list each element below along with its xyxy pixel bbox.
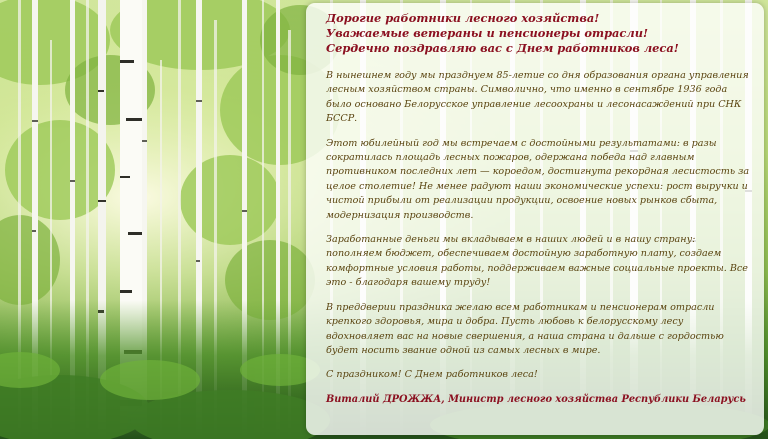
greeting-card	[306, 3, 764, 435]
signature: Виталий ДРОЖЖА, Министр лесного хозяйства Республики Беларусь	[326, 393, 746, 405]
paragraph-wishes: В преддверии праздника желаю всем работникам и пенсионерам отрасли крепкого здоровья, мира и добра. Пусть любовь к белорусскому лесу вдохновляет вас на новые свершения, а наша страна и дальше с гордостью будет носить звание одной из самых лесных в мире.	[326, 301, 724, 356]
greeting-line-veterans: Уважаемые ветераны и пенсионеры отрасли!	[326, 26, 648, 40]
greeting-heading	[326, 11, 750, 56]
paragraph-results: Этот юбилейный год мы встречаем с достойными результатами: в разы сократилась площадь лесных пожаров, одержана победа над главным противником последних лет — короедом, достигнута рекордная лесистость за целое столетие! Не менее радуют наши экономические успехи: рост выручки и чистой прибыли от реализации продукции, освоение новых рынков сбыта, модернизация производств.	[326, 137, 750, 221]
paragraph-closing: С праздником! С Днем работников леса!	[326, 369, 538, 381]
paragraph-investment: Заработанные деньги мы вкладываем в наших людей и в нашу страну: пополняем бюджет, обеспечиваем достойную заработную плату, создаем комфортные условия работы, поддерживаем важные социальные проекты. Все это - благодаря вашему труду!	[326, 234, 748, 289]
paragraph-anniversary: В нынешнем году мы празднуем 85-летие со дня образования органа управления лесным хозяйством страны. Символично, что именно в сентябре 1936 года было основано Белорусское управление лесоохраны и лесонасаждений при СНК БССР.	[326, 70, 749, 125]
greeting-line-congratulations: Сердечно поздравляю вас с Днем работников леса!	[326, 41, 679, 55]
greeting-line-workers: Дорогие работники лесного хозяйства!	[326, 11, 600, 25]
